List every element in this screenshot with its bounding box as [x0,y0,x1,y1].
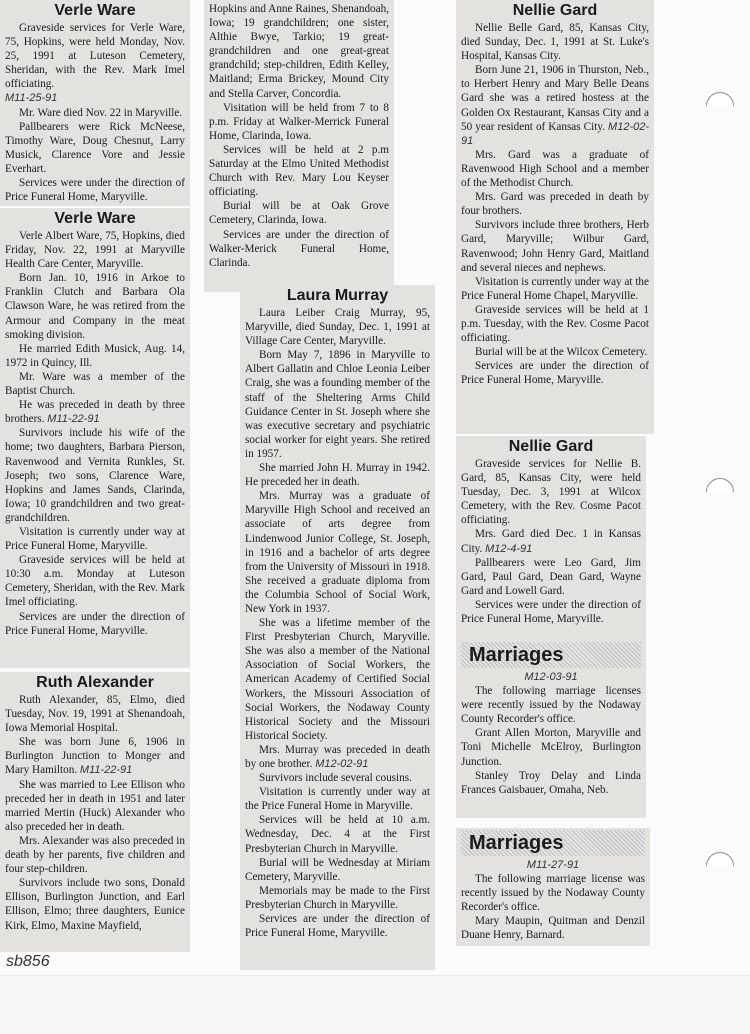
clipping-laura-murray [240,285,435,970]
paragraph: Graveside services will be held at 1 p.m. Tuesday, with the Rev. Cosme Pacot officiating. [461,303,649,345]
paragraph: He married Edith Musick, Aug. 14, 1972 in Quincy, Ill. [5,342,185,369]
clipping-ruth-alexander-continued [204,0,394,292]
paragraph: Born May 7, 1896 in Maryville to Albert Gallatin and Chloe Leonia Leiber Craig, she was a founding member of the staff of the Sheltering Arms Child Guidance Center in St. Joseph where she was executive secretary and psychiatric social worker for eight years. She retired in 1957. [245,349,430,460]
clipping-marriages-nov [456,828,650,946]
paragraph: Grant Allen Morton, Maryville and Toni Michelle McElroy, Burlington Junction. [461,727,641,768]
binder-hole-icon [706,478,734,506]
clipping-title: Nellie Gard [512,2,598,19]
paragraph: Graveside services for Verle Ware, 75, Hopkins, were held Monday, Nov. 25, 1991 at Luteson Cemetery, Sheridan, with the Rev. Mark Imel officiating. [5,22,185,91]
paragraph: Mr. Ware died Nov. 22 in Maryville. [19,106,183,119]
clipping-title: Ruth Alexander [36,674,154,691]
clipping-title: Verle Ware [54,210,136,227]
paragraph: Ruth Alexander, 85, Elmo, died Tuesday, Nov. 19, 1991 at Shenandoah, Iowa Memorial Hospital. [5,694,185,735]
paragraph: Verle Albert Ware, 75, Hopkins, died Friday, Nov. 22, 1991 at Maryville Health Care Center, Maryville. [5,230,185,271]
clipping-title: Verle Ware [54,2,136,19]
paragraph: Born June 21, 1906 in Thurston, Neb., to Herbert Henry and Mary Belle Deans Gard she was a retired hostess at the Golden Ox Restaurant, Kansas City and a 50 year resident of Kansas City. [461,64,649,133]
paragraph: Services are under the direction of Price Funeral Home, Maryville. [461,360,649,387]
clipping-verle-ware-obituary [0,208,190,668]
paragraph: Pallbearers were Leo Gard, Jim Gard, Paul Gard, Dean Gard, Wayne Gard and Lowell Gard. [461,556,641,597]
paragraph: Services will be held at 2 p.m Saturday at the Elmo United Methodist Church with Rev. Mary Lou Keyser officiating. [209,143,389,199]
paragraph: She was born June 6, 1906 in Burlington Junction to Monger and Mary Hamilton. [5,736,185,777]
clipping-title: Laura Murray [286,287,389,304]
paragraph: Services are under the direction of Price Funeral Home, Maryville. [245,913,430,940]
paragraph: Graveside services will be held at 10:30 a.m. Monday at Luteson Cemetery, Sheridan, with the Rev. Mark Imel officiating. [5,554,185,609]
paragraph: Services will be held at 10 a.m. Wednesday, Dec. 4 at the First Presbyterian Church in Maryville. [245,814,430,855]
handwritten-date: M11-25-91 [5,92,58,105]
paragraph: Services were under the direction of Price Funeral Home, Maryville. [461,598,641,626]
clipping-ruth-alexander [0,672,190,952]
binder-hole-icon [706,852,734,880]
clipping-nellie-gard-graveside [456,436,646,640]
handwritten-date: M12-02-91 [461,120,650,147]
handwritten-date: M12-03-91 [524,671,578,683]
binder-hole-icon [706,92,734,120]
paragraph: Laura Leiber Craig Murray, 95, Maryville, died Sunday, Dec. 1, 1991 at Village Care Center, Maryville. [245,307,430,348]
paragraph: The following marriage license was recently issued by the Nodaway County Recorder's office. [461,873,645,914]
paragraph: Burial will be Wednesday at Miriam Cemetery, Maryville. [245,856,430,883]
paragraph: Visitation is currently under way at the Price Funeral Home in Maryville. [245,786,430,813]
page-bottom-edge [0,975,750,1034]
paragraph: Visitation is currently under way at Price Funeral Home, Maryville. [5,525,185,553]
paragraph: She married John H. Murray in 1942. He preceded her in death. [245,462,430,489]
paragraph: Nellie Belle Gard, 85, Kansas City, died Sunday, Dec. 1, 1991 at St. Luke's Hospital, Kansas City. [461,22,649,63]
paragraph: Mrs. Gard was preceded in death by four brothers. [461,191,649,218]
clipping-title: Marriages [461,830,645,856]
paragraph: Survivors include his wife of the home; two daughters, Barbara Pierson, Ravenwood and Vernita Runkles, St. Joseph; two sons, Clarence Ware, Hopkins and James Sands, Clarinda, Iowa; 10 grandchildren and two great-grandchildren. [5,427,185,524]
clipping-marriages-dec [456,640,646,818]
paragraph: The following marriage licenses were recently issued by the Nodaway County Recorder's office. [461,685,641,726]
paragraph: Burial will be at the Wilcox Cemetery. [475,346,648,359]
paragraph: Survivors include two sons, Donald Ellison, Burlington Junction, and Earl Ellison, Elmo; three daughters, Eunice Kirk, Elmo, Maxine Mayfield, [5,877,185,932]
paragraph: Mrs. Alexander was also preceded in death by her parents, five children and four step-children. [5,834,185,876]
paragraph: Born Jan. 10, 1916 in Arkoe to Franklin Clutch and Barbara Ola Clawson Ware, he was retired from the Armour and Company in the meat smoking division. [5,272,185,341]
paragraph: Mrs. Murray was a graduate of Maryville High School and received an associate of arts degree from Lindenwood Junior College, St. Joseph, in 1916 and a bachelor of arts degree from the University of Missouri in 1918. She received a graduate diploma from the Columbia School of Social Work, New York in 1937. [245,490,430,615]
paragraph: Services are under the direction of Walker-Merick Funeral Home, Clarinda. [209,228,389,269]
handwritten-date: M12-4-91 [485,542,533,555]
paragraph: Pallbearers were Rick McNeese, Timothy Ware, Doug Chesnut, Larry Musick, Clarence Vore and Jessie Everhart. [5,120,185,175]
handwritten-date: M12-02-91 [315,758,369,770]
paragraph: Burial will be at Oak Grove Cemetery, Clarinda, Iowa. [209,200,389,227]
paragraph: Hopkins and Anne Raines, Shenandoah, Iowa; 19 grandchildren; one sister, Althie Bwye, Tarkio; 19 great-grandchildren and one great-great grandchild; step-children, Edith Kelley, Maitland; Erma Brickey, Mound City and Stella Carver, Concordia. [209,3,389,100]
clipping-nellie-gard-obituary [456,0,654,434]
paragraph: She was married to Lee Ellison who preceded her in death in 1951 and later married Mertin (Huck) Alexander who also preceded her in death. [5,778,185,833]
clipping-title: Nellie Gard [508,438,594,455]
page-code-handwritten: sb856 [6,953,50,970]
handwritten-date: M11-22-91 [47,413,100,426]
paragraph: Visitation will be held from 7 to 8 p.m. Friday at Walker-Merrick Funeral Home, Clarinda, Iowa. [209,101,389,142]
paragraph: Stanley Troy Delay and Linda Frances Gaisbauer, Omaha, Neb. [461,769,641,796]
paragraph: Survivors include several cousins. [259,772,412,785]
handwritten-date: M11-22-91 [79,764,133,777]
clipping-verle-ware-graveside [0,0,190,206]
paragraph: Survivors include three brothers, Herb Gard, Maryville; Wilbur Gard, Ravenwood; John Henry Gard, Maitland and several nieces and nephews. [461,219,649,274]
paragraph: Services were under the direction of Price Funeral Home, Maryville. [5,177,185,204]
paragraph: She was a lifetime member of the First Presbyterian Church, Maryville. She was also a member of the National Association of Social Workers, the American Academy of Certified Social Workers, the Missouri Association of Social Workers, the Nodaway County Historical Society and the Missouri Historical Society. [245,617,430,742]
paragraph: He was preceded in death by three brothers. [5,399,185,426]
paragraph: Services are under the direction of Price Funeral Home, Maryville. [5,610,185,637]
paragraph: Mary Maupin, Quitman and Denzil Duane Henry, Barnard. [461,915,645,942]
paragraph: Mr. Ware was a member of the Baptist Church. [5,370,185,398]
paragraph: Mrs. Gard was a graduate of Ravenwood High School and a member of the Methodist Church. [461,148,649,190]
handwritten-date: M11-27-91 [526,859,580,871]
paragraph: Memorials may be made to the First Presbyterian Church in Maryville. [245,884,430,911]
paragraph: Mrs. Murray was preceded in death by one brother. [245,743,430,770]
paragraph: Mrs. Gard died Dec. 1 in Kansas City. [461,528,641,555]
paragraph: Visitation is currently under way at the Price Funeral Home Chapel, Maryville. [461,275,649,302]
paragraph: Graveside services for Nellie B. Gard, 85, Kansas City, were held Tuesday, Dec. 3, 1991 at Wilcox Cemetery, with the Rev. Cosme Pacot officiating. [461,458,641,527]
clipping-title: Marriages [461,642,641,668]
